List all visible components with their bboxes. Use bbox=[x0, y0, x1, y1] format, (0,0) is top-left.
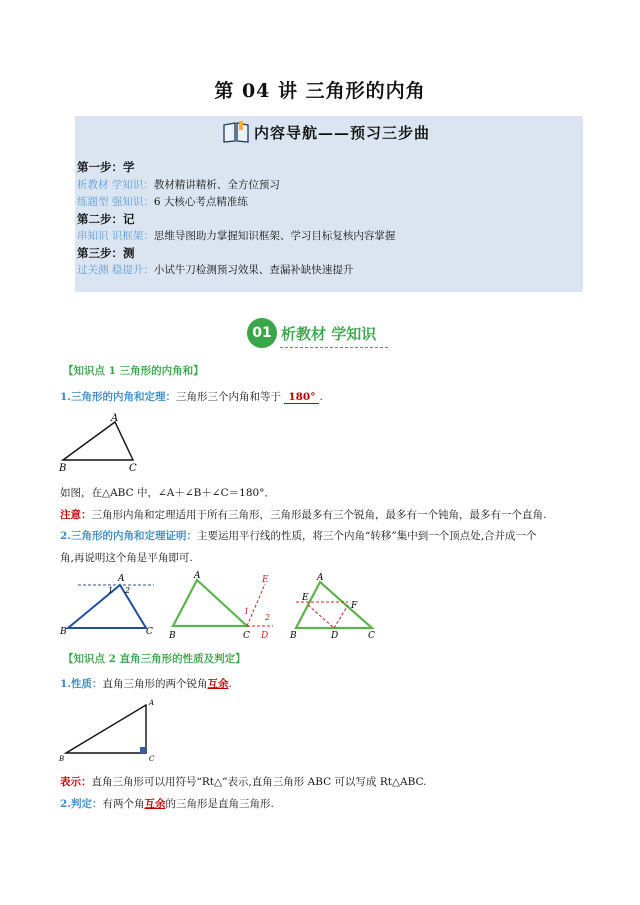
theorem-answer: 180° bbox=[284, 391, 319, 404]
vertex-label-e: E bbox=[262, 575, 269, 585]
dashed-line-df bbox=[334, 605, 348, 628]
nav-heading-text: 内容导航——预习三步曲 bbox=[254, 123, 431, 142]
vertex-label-b: B bbox=[59, 755, 65, 763]
vertex-label-f: F bbox=[351, 601, 358, 611]
right-triangle-figure bbox=[58, 695, 158, 765]
nav-item-label: 串知识 识框架： bbox=[77, 230, 154, 242]
kp1-note bbox=[60, 507, 546, 522]
angle-label-2: 2 bbox=[125, 586, 131, 595]
triangle-abc bbox=[68, 585, 146, 628]
vertex-label-e: E bbox=[302, 593, 309, 603]
proof-figure-c bbox=[288, 570, 383, 640]
triangle-abc bbox=[296, 582, 372, 628]
nav-step-3: 第三步：测 bbox=[77, 246, 135, 260]
vertex-label-a: A bbox=[317, 573, 324, 583]
vertex-label-c: C bbox=[149, 755, 155, 763]
knowledge-point-2-heading: 【知识点 2 直角三角形的性质及判定】 bbox=[63, 653, 246, 665]
criterion-end: 的三角形是直角三角形. bbox=[165, 798, 274, 810]
section-title: 析教材 学知识 bbox=[281, 324, 377, 343]
vertex-label-b: B bbox=[59, 463, 67, 472]
vertex-label-a: A bbox=[118, 574, 125, 584]
kp1-theorem bbox=[60, 389, 323, 404]
nav-item-label: 过关测 稳提升： bbox=[77, 264, 154, 276]
proof-label: 2.三角形的内角和定理证明： bbox=[60, 530, 197, 542]
nav-item-practice bbox=[77, 194, 248, 209]
nav-item-desc: 教材精讲精析、全方位预习 bbox=[153, 179, 280, 191]
right-angle-marker bbox=[140, 747, 146, 753]
nav-item-desc: 小试牛刀检测预习效果、查漏补缺快速提升 bbox=[153, 264, 354, 276]
property-answer: 互余 bbox=[207, 678, 229, 690]
nav-item-desc: 思维导图助力掌握知识框架、学习目标复核内容掌握 bbox=[153, 230, 396, 242]
property-text: 直角三角形的两个锐角 bbox=[102, 678, 208, 690]
note-text: 三角形内角和定理适用于所有三角形，三角形最多有三个锐角，最多有一个钝角，最多有一个直角. bbox=[91, 509, 547, 521]
parallel-ray bbox=[247, 584, 265, 626]
angle-label-1: 1 bbox=[108, 586, 114, 595]
vertex-label-c: C bbox=[146, 627, 153, 637]
triangle-abc bbox=[173, 580, 250, 626]
vertex-label-b: B bbox=[60, 627, 67, 637]
criterion-text: 有两个角 bbox=[102, 798, 145, 810]
knowledge-point-1-heading: 【知识点 1 三角形的内角和】 bbox=[63, 365, 204, 377]
nav-item-desc: 6 大核心考点精准练 bbox=[153, 196, 248, 208]
proof-text: 主要运用平行线的性质，将三个内角“转移”集中到一个顶点处,合并成一个 bbox=[196, 530, 537, 542]
proof-figure-b bbox=[165, 568, 280, 640]
angle-label-1: 1 bbox=[244, 607, 250, 616]
kp1-example: 如图，在△ABC 中，∠A＋∠B＋∠C＝180°． bbox=[60, 487, 275, 499]
content-nav-heading bbox=[222, 118, 430, 146]
theorem-text: 三角形三个内角和等于 bbox=[175, 391, 281, 403]
triangle-abc bbox=[63, 422, 133, 460]
nav-item-framework bbox=[77, 228, 395, 243]
vertex-label-d: D bbox=[261, 631, 269, 640]
kp1-proof bbox=[60, 528, 537, 543]
dashed-line-ed bbox=[308, 605, 334, 628]
theorem-end: . bbox=[319, 391, 323, 403]
nav-item-label: 析教材 学知识： bbox=[77, 179, 154, 191]
section-underline bbox=[280, 347, 388, 348]
vertex-label-c: C bbox=[243, 631, 250, 640]
vertex-label-c: C bbox=[129, 463, 137, 472]
criterion-label: 2.判定： bbox=[60, 798, 103, 810]
vertex-label-b: B bbox=[169, 631, 176, 640]
vertex-label-a: A bbox=[194, 571, 201, 581]
notation-text: 直角三角形可以用符号“Rt△”表示,直角三角形 ABC 可以写成 Rt△ABC. bbox=[91, 776, 427, 788]
page-title: 第 04 讲 三角形的内角 bbox=[214, 80, 426, 102]
kp2-property bbox=[60, 676, 232, 691]
theorem-label: 1.三角形的内角和定理： bbox=[60, 391, 176, 403]
vertex-label-a: A bbox=[111, 413, 119, 424]
nav-item-label: 练题型 强知识： bbox=[77, 196, 154, 208]
nav-step-1: 第一步：学 bbox=[77, 160, 135, 174]
criterion-answer: 互余 bbox=[144, 798, 166, 810]
nav-item-test bbox=[77, 262, 353, 277]
notation-label: 表示： bbox=[60, 776, 92, 788]
property-end: . bbox=[228, 678, 232, 690]
kp1-proof-cont: 角,再说明这个角是平角即可. bbox=[60, 552, 193, 564]
triangle-figure-1 bbox=[55, 410, 150, 472]
book-icon bbox=[222, 120, 250, 144]
nav-step-2: 第二步：记 bbox=[77, 212, 135, 226]
vertex-label-d: D bbox=[331, 631, 339, 640]
nav-item-learn bbox=[77, 177, 280, 192]
section-badge: 01 bbox=[247, 318, 277, 348]
section-header bbox=[247, 318, 376, 348]
vertex-label-b: B bbox=[290, 631, 297, 640]
vertex-label-a: A bbox=[149, 699, 155, 707]
right-triangle bbox=[66, 705, 146, 753]
kp2-criterion bbox=[60, 796, 274, 811]
vertex-label-c: C bbox=[368, 631, 375, 640]
note-label: 注意： bbox=[60, 509, 92, 521]
proof-figure-a bbox=[58, 570, 158, 640]
angle-label-2: 2 bbox=[265, 613, 271, 622]
property-label: 1.性质： bbox=[60, 678, 103, 690]
kp2-notation bbox=[60, 774, 427, 789]
